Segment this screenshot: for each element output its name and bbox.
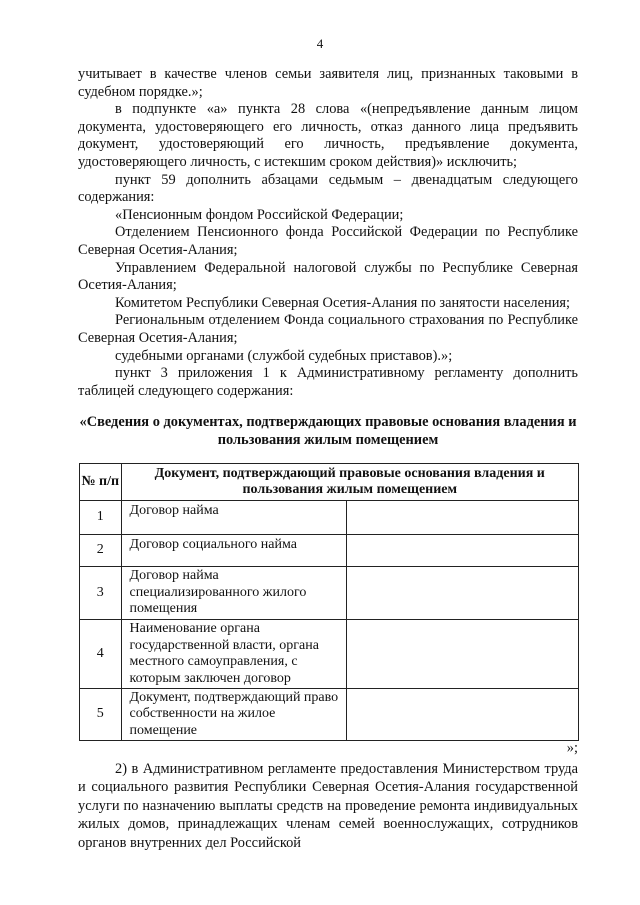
list-item: Отделением Пенсионного фонда Российской Федерации по Республике Северная Осетия-Алания; — [78, 224, 578, 258]
column-header-document: Документ, подтверждающий правовые основания владения и пользования жилым помещением — [121, 464, 578, 501]
paragraph: 2) в Административном регламенте предоставления Министерством труда и социального развития Республики Северная Осетия-Алания государственной услуги по назначению выплаты средств на проведение ремонта индивидуальных жилых домов, принадлежащих членам семей военнослужащих, сотрудников органов внутренних дел Российской — [78, 761, 578, 851]
list-item: Комитетом Республики Северная Осетия-Алания по занятости населения; — [115, 294, 571, 311]
list-item: «Пенсионным фондом Российской Федерации; — [115, 206, 404, 223]
list-item: судебными органами (службой судебных приставов).»; — [115, 347, 453, 364]
body-text-continued — [78, 760, 578, 852]
table-row — [80, 689, 579, 741]
row-number: 3 — [80, 567, 122, 620]
row-value — [347, 567, 579, 620]
row-value — [347, 535, 579, 567]
row-number: 2 — [80, 535, 122, 567]
page-number: 4 — [316, 36, 324, 51]
row-number: 5 — [80, 689, 122, 741]
closing-quote: »; — [566, 740, 578, 756]
table-row — [80, 535, 579, 567]
documents-table — [79, 463, 579, 741]
table-heading: «Сведения о документах, подтверждающих правовые основания владения и пользования жилым помещением — [79, 414, 577, 448]
paragraph: учитывает в качестве членов семьи заявителя лиц, признанных таковыми в судебном порядке.»; — [78, 66, 578, 100]
table-row — [80, 501, 579, 535]
row-value — [347, 501, 579, 535]
paragraph: пункт 3 приложения 1 к Административному регламенту дополнить таблицей следующего содержания: — [78, 365, 578, 399]
row-document: Документ, подтверждающий право собственности на жилое помещение — [121, 689, 346, 741]
row-document: Договор найма — [121, 501, 346, 535]
list-item: Управлением Федеральной налоговой службы по Республике Северная Осетия-Алания; — [78, 259, 578, 294]
row-value — [347, 689, 579, 741]
table-row — [80, 620, 579, 689]
row-number: 4 — [80, 620, 122, 689]
row-document: Наименование органа государственной власти, органа местного самоуправления, с которым заключен договор — [121, 620, 346, 689]
paragraph: пункт 59 дополнить абзацами седьмым – двенадцатым следующего содержания: — [78, 171, 578, 206]
row-document: Договор социального найма — [121, 535, 346, 567]
column-header-number: № п/п — [80, 464, 122, 501]
body-text — [78, 66, 578, 400]
row-value — [347, 620, 579, 689]
paragraph: в подпункте «а» пункта 28 слова «(непредъявление данным лицом документа, удостоверяющего его личность, отказ данного лица предъявить документ, удостоверяющий его личность, предъявление документа, удостоверяющего личность, с истекшим сроком действия)» исключить; — [78, 101, 578, 170]
table-header-row — [80, 464, 579, 501]
row-document: Договор найма специализированного жилого помещения — [121, 567, 346, 620]
table-row — [80, 567, 579, 620]
row-number: 1 — [80, 501, 122, 535]
list-item: Региональным отделением Фонда социального страхования по Республике Северная Осетия-Алания; — [78, 312, 578, 346]
